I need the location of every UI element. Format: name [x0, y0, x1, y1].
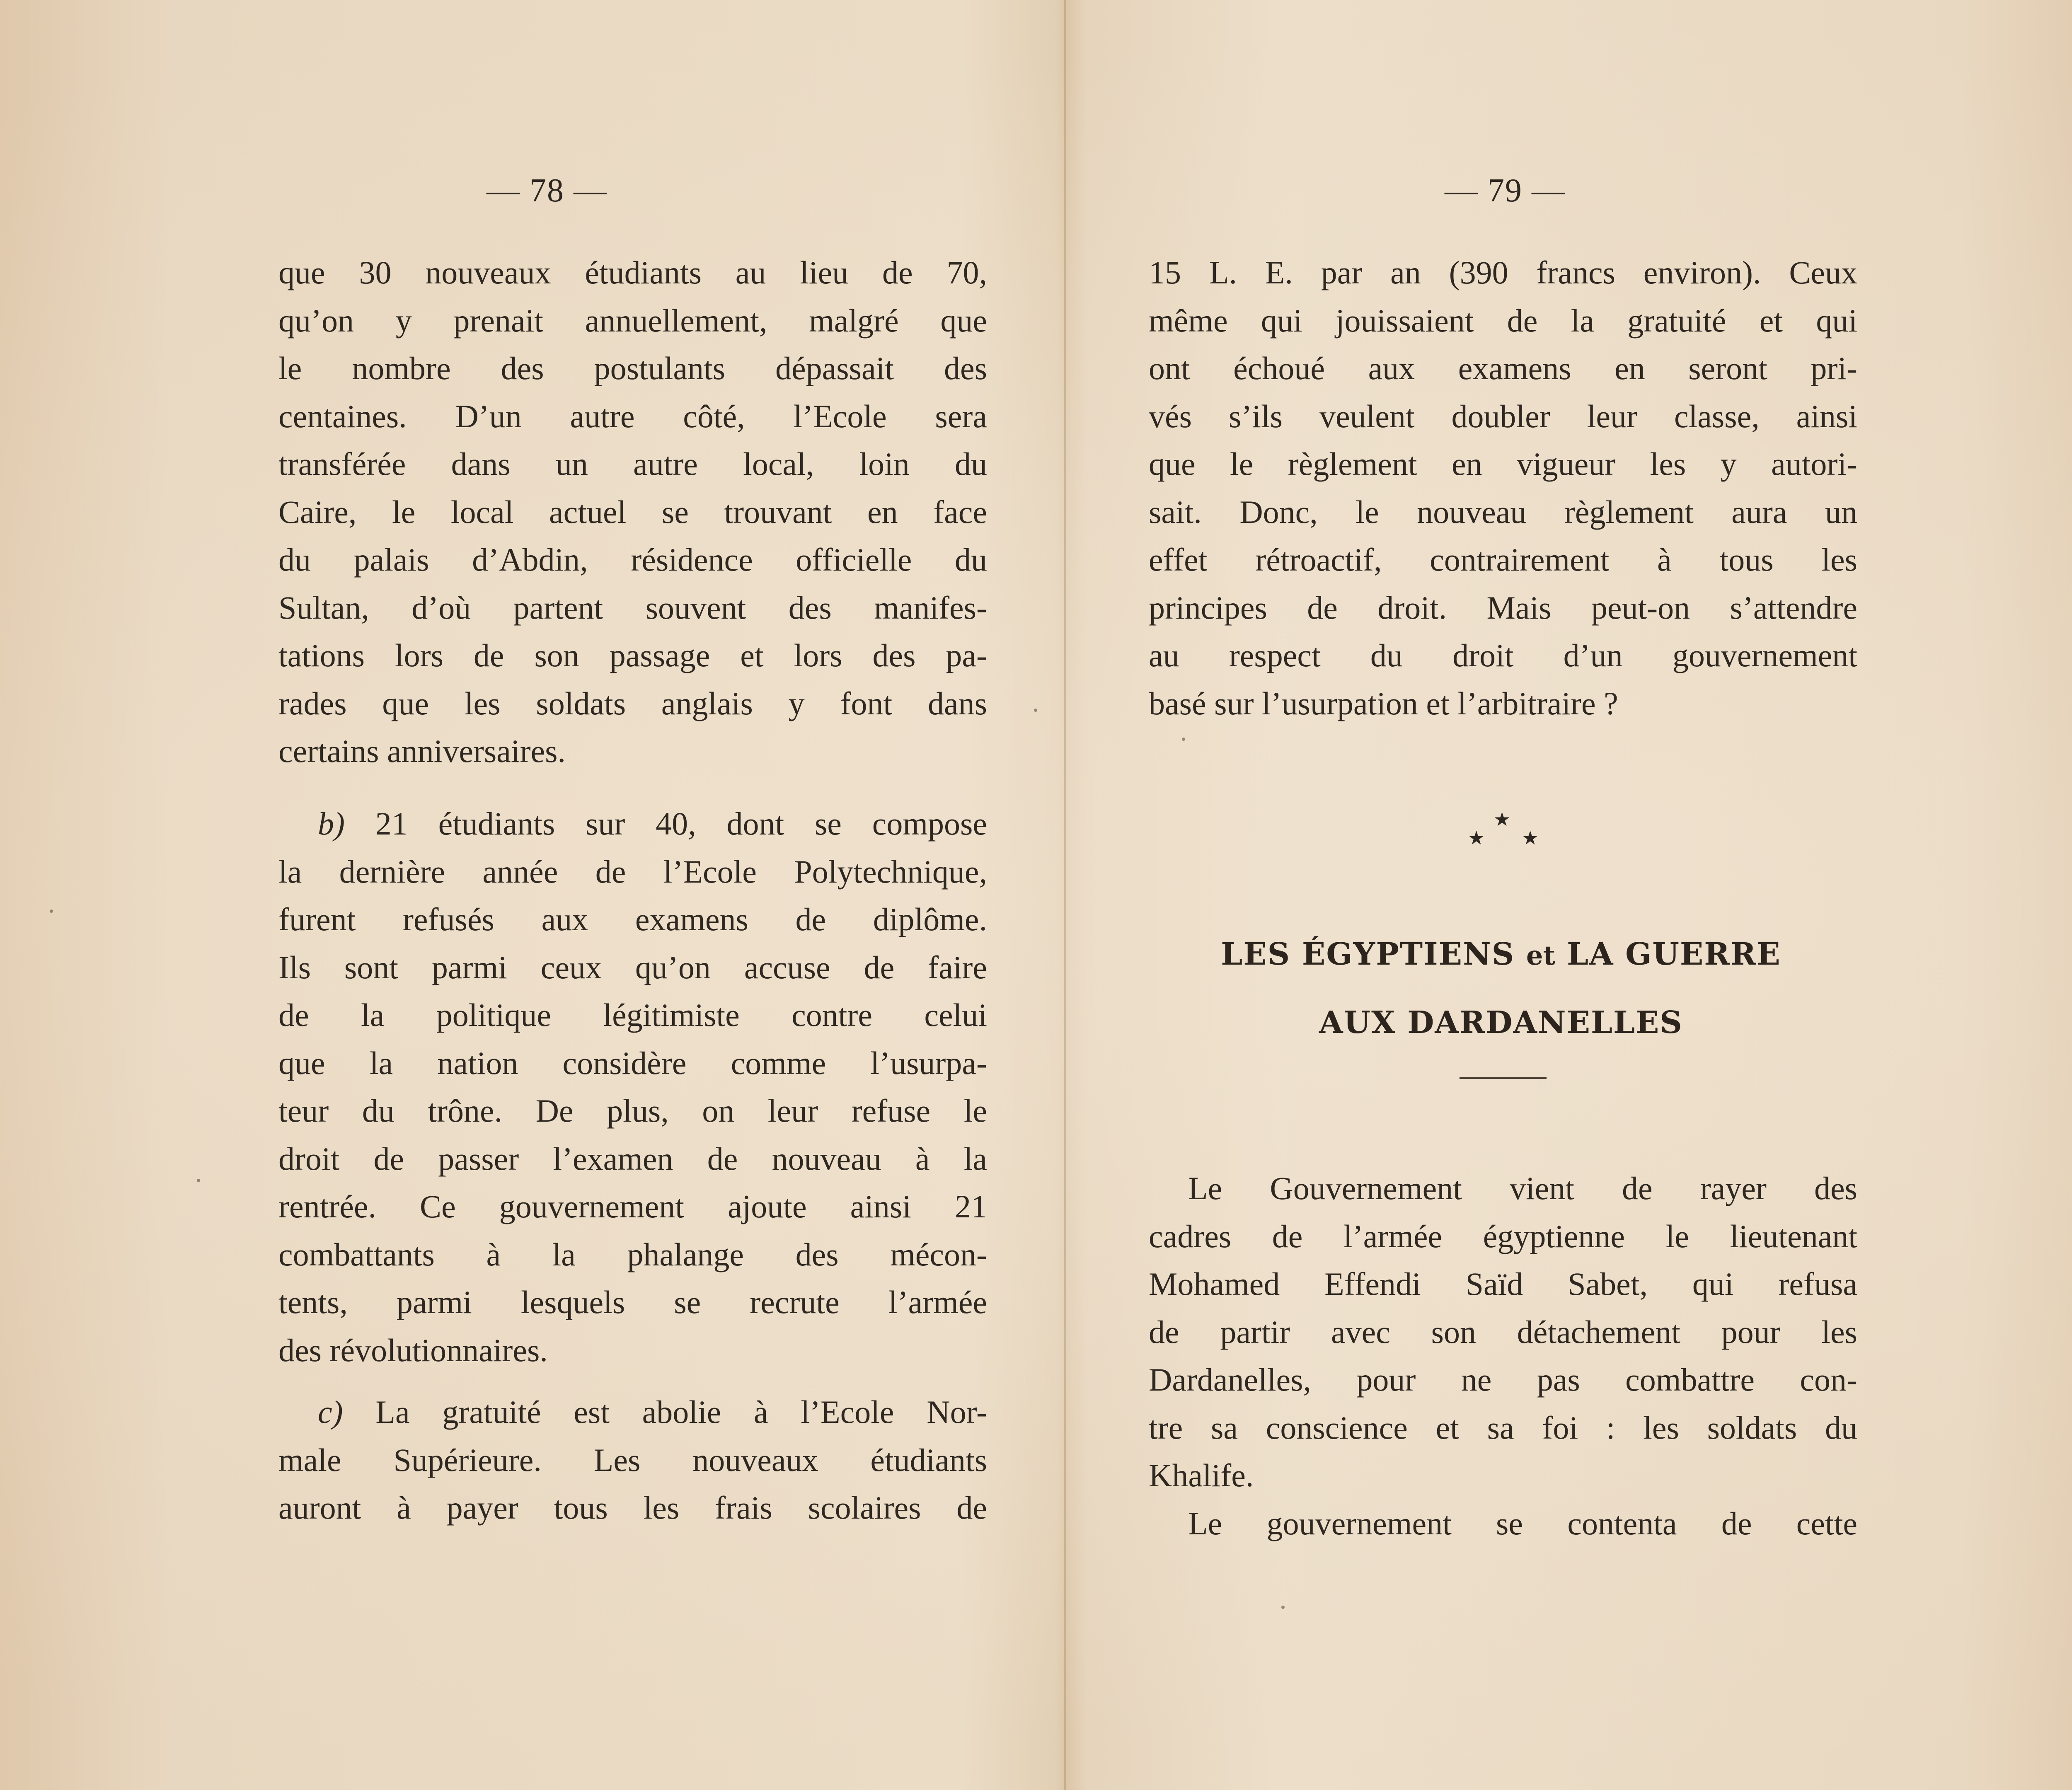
text-line: teur du trône. De plus, on leur refuse le — [278, 1093, 987, 1129]
text-line: Le Gouvernement vient de rayer des — [1188, 1170, 1857, 1206]
paper-speck — [1182, 738, 1185, 741]
text-line: Ils sont parmi ceux qu’on accuse de faire — [278, 949, 987, 985]
text-line: tents, parmi lesquels se recrute l’armée — [278, 1284, 987, 1320]
title-rule-divider — [1460, 1077, 1547, 1079]
title-text: LES ÉGYPTIENS — [1221, 936, 1515, 972]
page-number-79: — 79 — — [1445, 172, 1566, 209]
paper-speck — [197, 1179, 200, 1182]
text-line: tations lors de son passage et lors des pa- — [278, 637, 987, 673]
section-title-line-2: AUX DARDANELLES — [1319, 1005, 1683, 1040]
text-line: même qui jouissaient de la gratuité et qui — [1149, 302, 1857, 339]
star-icon: ★ — [1493, 809, 1511, 830]
section-title-line-1 — [1066, 936, 1936, 972]
paragraph-b — [278, 800, 987, 1374]
text-line: du palais d’Abdin, résidence officielle du — [278, 542, 987, 578]
page-number-78: — 78 — — [487, 172, 608, 209]
list-marker-c: c) — [318, 1394, 343, 1430]
text-line: Sultan, d’où partent souvent des manifes- — [278, 589, 987, 626]
text-line: Caire, le local actuel se trouvant en face — [278, 493, 987, 530]
title-conjunction: et — [1526, 940, 1556, 971]
text-line: que 30 nouveaux étudiants au lieu de 70, — [278, 254, 987, 290]
text-line: tre sa conscience et sa foi : les soldats du — [1149, 1409, 1857, 1446]
section-body — [1149, 1164, 1857, 1547]
text-line-first — [278, 800, 987, 848]
text-line: sait. Donc, le nouveau règlement aura un — [1149, 493, 1857, 530]
text-line: certains anniversaires. — [278, 733, 566, 769]
paragraph-c — [278, 1388, 987, 1532]
text-line-first — [278, 1388, 987, 1436]
text-line: 21 étudiants sur 40, dont se compose — [375, 806, 987, 842]
text-line: 15 L. E. par an (390 francs environ). Ceux — [1149, 254, 1857, 290]
text-line: Le gouvernement se contenta de cette — [1188, 1505, 1857, 1541]
text-line: basé sur l’usurpation et l’arbitraire ? — [1149, 685, 1618, 721]
title-text: LA GUERRE — [1566, 936, 1781, 972]
text-line: de la politique légitimiste contre celui — [278, 997, 987, 1033]
text-line: ont échoué aux examens en seront pri- — [1149, 350, 1857, 386]
text-line: La gratuité est abolie à l’Ecole Nor- — [375, 1394, 987, 1430]
text-line: rentrée. Ce gouvernement ajoute ainsi 21 — [278, 1188, 987, 1224]
text-line: que la nation considère comme l’usurpa- — [278, 1045, 987, 1081]
star-icon: ★ — [1468, 827, 1485, 849]
text-line: cadres de l’armée égyptienne le lieutenant — [1149, 1218, 1857, 1254]
text-line: droit de passer l’examen de nouveau à la — [278, 1140, 987, 1177]
text-line: transférée dans un autre local, loin du — [278, 446, 987, 482]
paragraph-continuation — [278, 249, 987, 775]
text-line: rades que les soldats anglais y font dans — [278, 685, 987, 721]
text-line: la dernière année de l’Ecole Polytechnique, — [278, 853, 987, 890]
right-page — [1066, 0, 2072, 1790]
text-line: qu’on y prenait annuellement, malgré que — [278, 302, 987, 339]
text-line: Mohamed Effendi Saïd Sabet, qui refusa — [1149, 1266, 1857, 1302]
asterism-ornament — [1443, 808, 1559, 862]
text-line: vés s’ils veulent doubler leur classe, ainsi — [1149, 398, 1857, 434]
text-line: auront à payer tous les frais scolaires de — [278, 1490, 987, 1526]
text-line: de partir avec son détachement pour les — [1149, 1313, 1857, 1350]
text-line: au respect du droit d’un gouvernement — [1149, 637, 1857, 673]
paper-speck — [1281, 1606, 1285, 1609]
text-line: principes de droit. Mais peut-on s’attendre — [1149, 589, 1857, 626]
text-line: centaines. D’un autre côté, l’Ecole sera — [278, 398, 987, 434]
text-line: combattants à la phalange des mécon- — [278, 1236, 987, 1272]
text-line: que le règlement en vigueur les y autori- — [1149, 446, 1857, 482]
star-icon: ★ — [1522, 827, 1539, 849]
paper-speck — [50, 910, 53, 913]
text-line: le nombre des postulants dépassait des — [278, 350, 987, 386]
text-line: male Supérieure. Les nouveaux étudiants — [278, 1442, 987, 1478]
text-line: furent refusés aux examens de diplôme. — [278, 901, 987, 937]
text-line: des révolutionnaires. — [278, 1332, 548, 1368]
text-line: Khalife. — [1149, 1457, 1254, 1493]
paragraph-continuation — [1149, 249, 1857, 727]
list-marker-b: b) — [318, 806, 345, 842]
text-line: effet rétroactif, contrairement à tous les — [1149, 542, 1857, 578]
text-line: Dardanelles, pour ne pas combattre con- — [1149, 1362, 1857, 1398]
paper-speck — [1034, 709, 1037, 712]
